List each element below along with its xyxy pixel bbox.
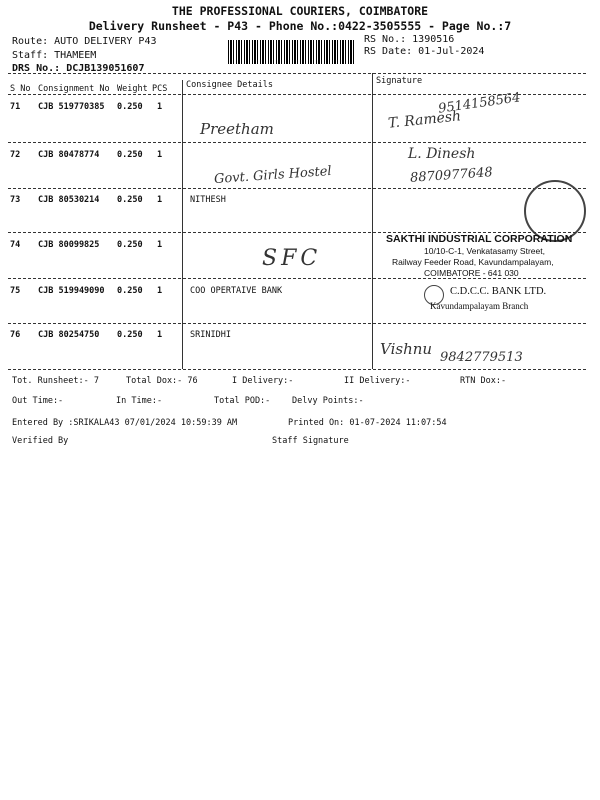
drs-value: DCJB139051607 [66, 63, 145, 74]
col-header-consignee: Consignee Details [186, 80, 273, 90]
handwritten-consignee: Govt. Girls Hostel [213, 163, 333, 188]
ii-delivery: II Delivery:- [344, 376, 411, 386]
table-row-sno: 74 [10, 240, 21, 250]
company-stamp-address2: Railway Feeder Road, Kavundampalayam, [392, 257, 554, 267]
table-row-weight: 0.250 [117, 330, 143, 340]
bank-stamp-branch: Kavundampalayam Branch [430, 301, 529, 311]
table-row-consignee: SRINIDHI [190, 330, 231, 340]
table-row-sno: 71 [10, 102, 21, 112]
entered-by: Entered By :SRIKALA43 07/01/2024 10:59:39 AM [12, 418, 238, 428]
barcode [228, 40, 356, 64]
handwritten-phone: 9514158564 [437, 90, 522, 117]
table-row-weight: 0.250 [117, 286, 143, 296]
total-dox: Total Dox:- 76 [126, 376, 198, 386]
i-delivery: I Delivery:- [232, 376, 294, 386]
handwritten-signature: L. Dinesh [408, 146, 476, 162]
col-header-sno: S No [10, 84, 31, 94]
table-row-sno: 75 [10, 286, 21, 296]
tot-runsheet: Tot. Runsheet:- 7 [12, 376, 99, 386]
handwritten-phone: 8870977648 [409, 165, 494, 186]
company-stamp-address3: COIMBATORE - 641 030 [424, 268, 519, 278]
rtn-dox: RTN Dox:- [460, 376, 507, 386]
table-row-pcs: 1 [157, 195, 163, 205]
col-header-signature: Signature [376, 76, 423, 86]
handwritten-consignee: SFC [262, 246, 322, 271]
table-row-pcs: 1 [157, 330, 163, 340]
table-row-sno: 73 [10, 195, 21, 205]
signature-column-divider [372, 73, 373, 369]
handwritten-signature: Vishnu [380, 340, 433, 358]
table-row-consignment: CJB 519949090 [38, 286, 105, 296]
consignee-column-divider [182, 80, 183, 369]
printed-on: Printed On: 01-07-2024 11:07:54 [288, 418, 447, 428]
route-label: Route: AUTO DELIVERY P43 [12, 36, 157, 47]
table-row-consignment: CJB 80530214 [38, 195, 100, 205]
table-row-weight: 0.250 [117, 150, 143, 160]
row-divider [8, 188, 586, 189]
runsheet-title: Delivery Runsheet - P43 - Phone No.:0422-3505555 - Page No.:7 [88, 19, 512, 33]
total-pod: Total POD:- [214, 396, 271, 406]
col-header-pcs: PCS [152, 84, 168, 94]
table-row-sno: 72 [10, 150, 21, 160]
bank-stamp-name: C.D.C.C. BANK LTD. [450, 286, 547, 297]
rs-number: RS No.: 1390516 [364, 34, 455, 45]
table-row-consignment: CJB 80478774 [38, 150, 100, 160]
table-row-pcs: 1 [157, 102, 163, 112]
table-row-weight: 0.250 [117, 240, 143, 250]
staff-signature: Staff Signature [272, 436, 349, 446]
table-row-consignment: CJB 80254750 [38, 330, 100, 340]
out-time: Out Time:- [12, 396, 64, 406]
table-bottom-border [8, 369, 586, 370]
drs-label: DRS No.: [12, 63, 61, 74]
verified-by: Verified By [12, 436, 69, 446]
handwritten-consignee: Preetham [200, 120, 274, 138]
delvy-points: Delvy Points:- [292, 396, 364, 406]
row-divider [8, 278, 586, 279]
col-header-consignment: Consignment No [38, 84, 110, 94]
col-header-weight: Weight [117, 84, 148, 94]
rs-date: RS Date: 01-Jul-2024 [364, 46, 485, 57]
table-row-weight: 0.250 [117, 195, 143, 205]
table-row-consignee: COO OPERTAIVE BANK [190, 286, 283, 296]
table-row-consignment: CJB 80099825 [38, 240, 100, 250]
table-row-pcs: 1 [157, 150, 163, 160]
table-top-border [8, 73, 586, 74]
handwritten-phone: 9842779513 [440, 350, 523, 365]
company-title: THE PROFESSIONAL COURIERS, COIMBATORE [171, 4, 429, 18]
staff-label: Staff: THAMEEM [12, 50, 97, 61]
row-divider [8, 323, 586, 324]
table-row-pcs: 1 [157, 240, 163, 250]
row-divider [8, 142, 586, 143]
in-time: In Time:- [116, 396, 163, 406]
handwritten-signature: T. Ramesh [387, 108, 462, 132]
table-row-consignment: CJB 519770385 [38, 102, 105, 112]
table-row-sno: 76 [10, 330, 21, 340]
table-row-consignee: NITHESH [190, 195, 226, 205]
table-row-weight: 0.250 [117, 102, 143, 112]
company-stamp-name: SAKTHI INDUSTRIAL CORPORATION [386, 233, 573, 245]
table-row-pcs: 1 [157, 286, 163, 296]
company-stamp-address1: 10/10-C-1, Venkatasamy Street, [424, 246, 545, 256]
